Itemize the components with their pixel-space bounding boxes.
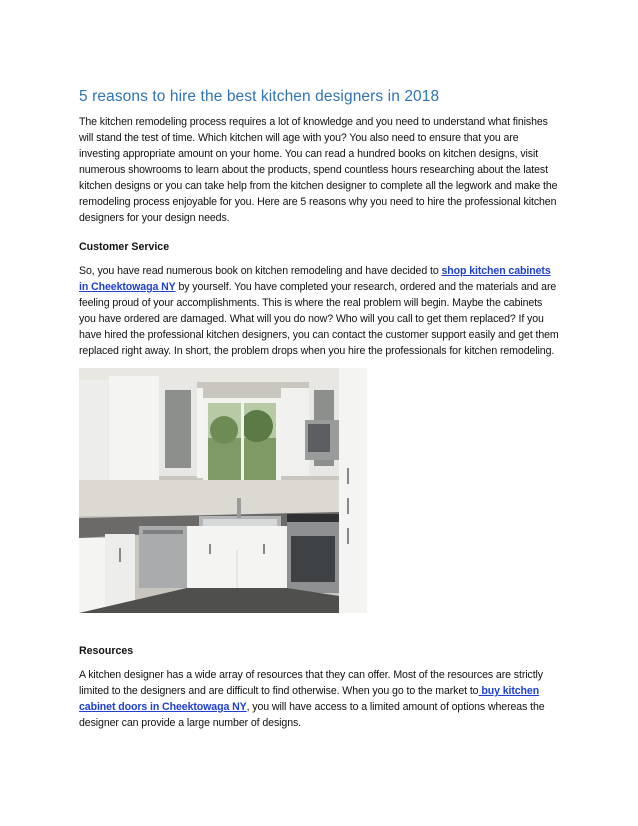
paragraph-text: by yourself. You have completed your research, ordered and the materials and are feeling proud of your accomplishments. This is where the real problem will begin. Maybe the cabinets you have ordered are damaged. What will you do now? Who will you call to get them replaced? If you have hired the professional kitchen designers, you can contact the customer support easily and get them replaced right away. In short, the problem drops when you hire the professionals for kitchen remodeling. <box>79 281 559 357</box>
customer-service-paragraph <box>79 263 561 359</box>
article-title: 5 reasons to hire the best kitchen designers in 2018 <box>79 88 440 105</box>
section-heading-resources: Resources <box>79 645 134 657</box>
paragraph-text: A kitchen designer has a wide array of resources that they can offer. Most of the resources are strictly limited to the designers and are difficult to find otherwise. When you go to the market to <box>79 669 544 697</box>
resources-paragraph <box>79 667 561 731</box>
buy-kitchen-cabinet-doors-link[interactable]: buy kitchen cabinet doors in Cheektowaga NY <box>79 685 540 713</box>
kitchen-photo <box>79 368 367 613</box>
article <box>79 88 561 731</box>
intro-paragraph: The kitchen remodeling process requires a lot of knowledge and you need to understand what finishes will stand the test of time. Which kitchen will age with you? You also need to ensure that you are investing appropriate amount on your home. You can read a hundred books on kitchen designs, visit numerous showrooms to learn about the products, spend countless hours researching about the latest kitchen designs or you can take help from the kitchen designer to complete all the legwork and make the remodeling process enjoyable for you. Here are 5 reasons why you need to hire the professional kitchen designers for your design needs. <box>79 116 558 224</box>
section-heading-customer-service: Customer Service <box>79 241 170 253</box>
kitchen-photo-illustration <box>79 368 367 613</box>
paragraph-text: , you will have access to a limited amount of options whereas the designer can provide a large number of designs. <box>79 701 545 729</box>
shop-kitchen-cabinets-link[interactable]: shop kitchen cabinets in Cheektowaga NY <box>79 265 551 293</box>
paragraph-text: So, you have read numerous book on kitchen remodeling and have decided to <box>79 265 442 277</box>
